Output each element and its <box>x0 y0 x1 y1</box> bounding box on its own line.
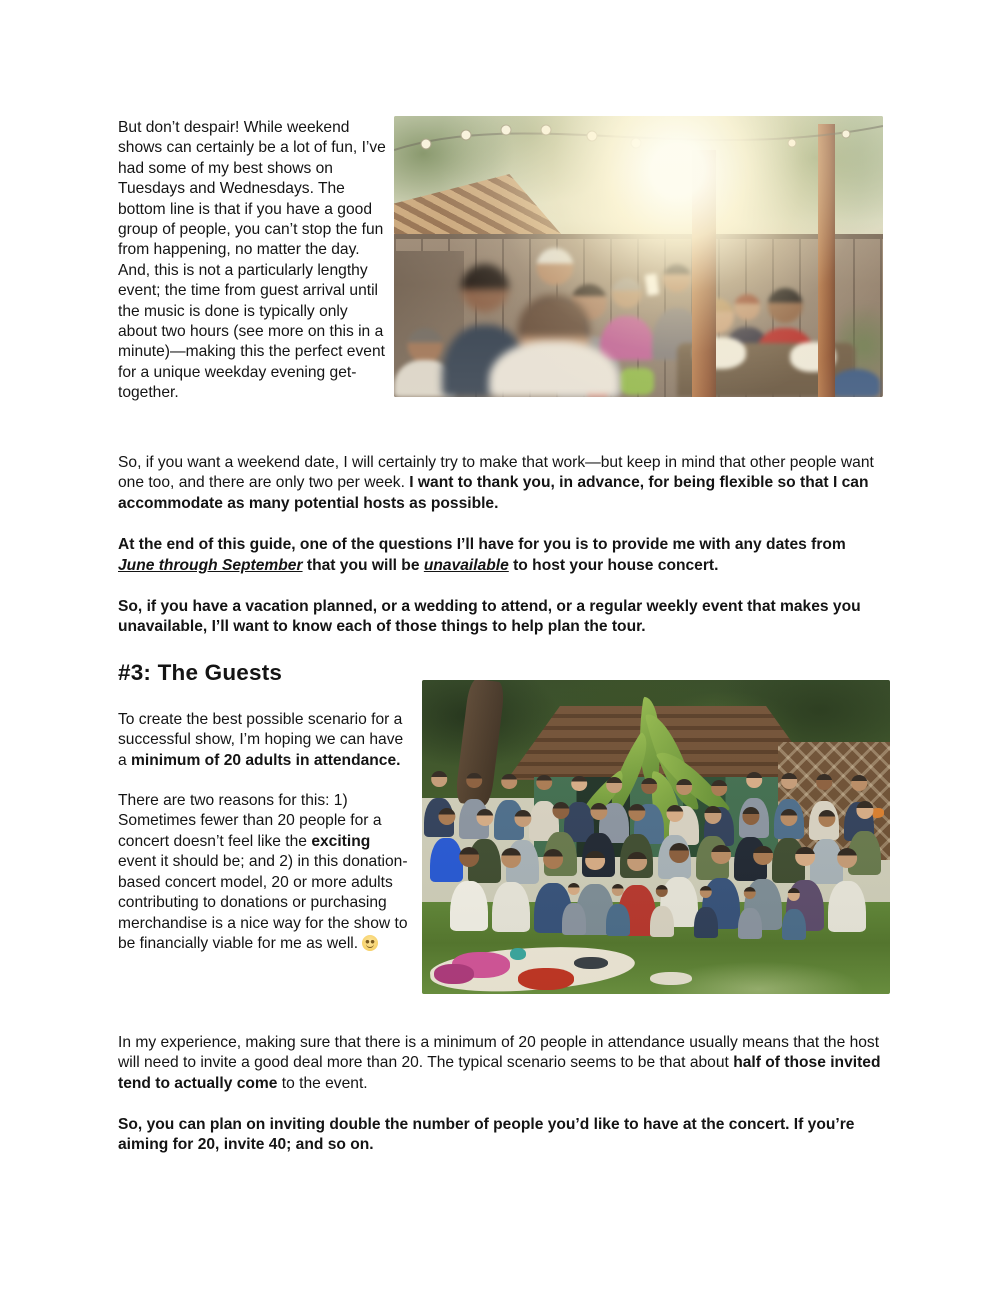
paragraph-minimum-adults <box>118 710 410 771</box>
minimum-adults-bold-text: minimum of 20 adults in attendance. <box>131 751 401 769</box>
paragraph-two-reasons <box>118 791 410 954</box>
weekday-text-column <box>118 118 386 404</box>
shoes-on-blanket <box>574 957 608 969</box>
minimum-adults-text: To create the best possible scenario for a successful show, I’m hoping we can have a <box>118 710 404 769</box>
date-range-emphasis: June through September <box>118 556 303 574</box>
paragraph-vacation: So, if you have a vacation planned, or a wedding to attend, or a regular weekly event that makes you unavailable, I’ll want to know each of those things to help plan the tour. <box>118 598 861 636</box>
guests-text-column <box>118 710 410 954</box>
guide-dates-text-3: to host your house concert. <box>508 556 719 574</box>
audience-member-foreground <box>489 294 619 397</box>
string-lights <box>394 116 883 180</box>
red-toy <box>518 968 574 990</box>
crowd-person <box>562 883 586 935</box>
crowd-person <box>650 885 674 937</box>
magenta-towel <box>434 964 474 984</box>
guide-dates-text-1: At the end of this guide, one of the questions I’ll have for you is to provide me with any dates from <box>118 536 846 554</box>
group-photo-crowd <box>422 680 890 994</box>
crowd-person <box>492 848 530 932</box>
paragraph-invite-double: So, you can plan on inviting double the number of people you’d like to have at the concert. If you’re aiming for 20, invite 40; and so on. <box>118 1116 855 1154</box>
section-heading-guests: #3: The Guests <box>118 659 283 685</box>
paragraph-weekday-shows: But don’t despair! While weekend shows can certainly be a lot of fun, I’ve had some of my best shows on Tuesdays and Wednesdays. The bottom line is that if you have a good group of people, you can’t stop the fun from happening, no matter the day. And, this is not a particularly lengthy event; the time from guest arrival until the music is done is typically only about two hours (see more on this in a minute)—making this the perfect event for a unique weekday evening get-together. <box>118 119 386 402</box>
crowd-person <box>606 884 630 936</box>
pergola-post-center <box>692 150 716 397</box>
guide-dates-text-2: that you will be <box>302 556 424 574</box>
paragraph-weekend-date <box>118 453 886 514</box>
experience-bold-text: half of those invited tend to actually come <box>118 1054 881 1092</box>
paragraph-spacer <box>118 771 410 791</box>
backyard-concert-photo <box>394 116 883 397</box>
document-content <box>118 118 886 1156</box>
weekend-date-bold-text: I want to thank you, in advance, for being flexible so that I can accommodate as many potential hosts as possible. <box>118 474 869 512</box>
white-cloth <box>650 972 692 985</box>
paragraph-guide-dates <box>118 535 886 576</box>
smiley-emoji <box>362 935 378 951</box>
exciting-bold-text: exciting <box>311 832 371 850</box>
unavailable-emphasis: unavailable <box>423 556 509 574</box>
crowd-person <box>450 847 488 931</box>
section-weekday-shows <box>118 118 886 443</box>
teal-toy <box>510 948 526 960</box>
crowd-person <box>738 887 762 939</box>
section-guests <box>118 710 886 1016</box>
crowd-person <box>782 888 806 940</box>
paragraph-experience <box>118 1033 886 1094</box>
weekend-date-text: So, if you want a weekend date, I will certainly try to make that work—but keep in mind that other people want one too, and there are only two per week. <box>118 454 874 492</box>
experience-text-1: In my experience, making sure that there is a minimum of 20 people in attendance usually means that the host will need to invite a good deal more than 20. The typical scenario seems to be that about <box>118 1033 880 1072</box>
experience-text-2: to the event. <box>277 1074 368 1092</box>
crowd-person <box>694 886 718 938</box>
group-photo <box>422 680 890 994</box>
two-reasons-text-1: There are two reasons for this: 1) Sometimes fewer than 20 people for a concert doesn’t feel like the <box>118 792 382 850</box>
two-reasons-text-2: event it should be; and 2) in this donation-based concert model, 20 or more adults contributing to donations or purchasing merchandise is a nice way for the show to be financially viable for me as well. <box>118 853 408 952</box>
crowd-person <box>828 848 866 932</box>
